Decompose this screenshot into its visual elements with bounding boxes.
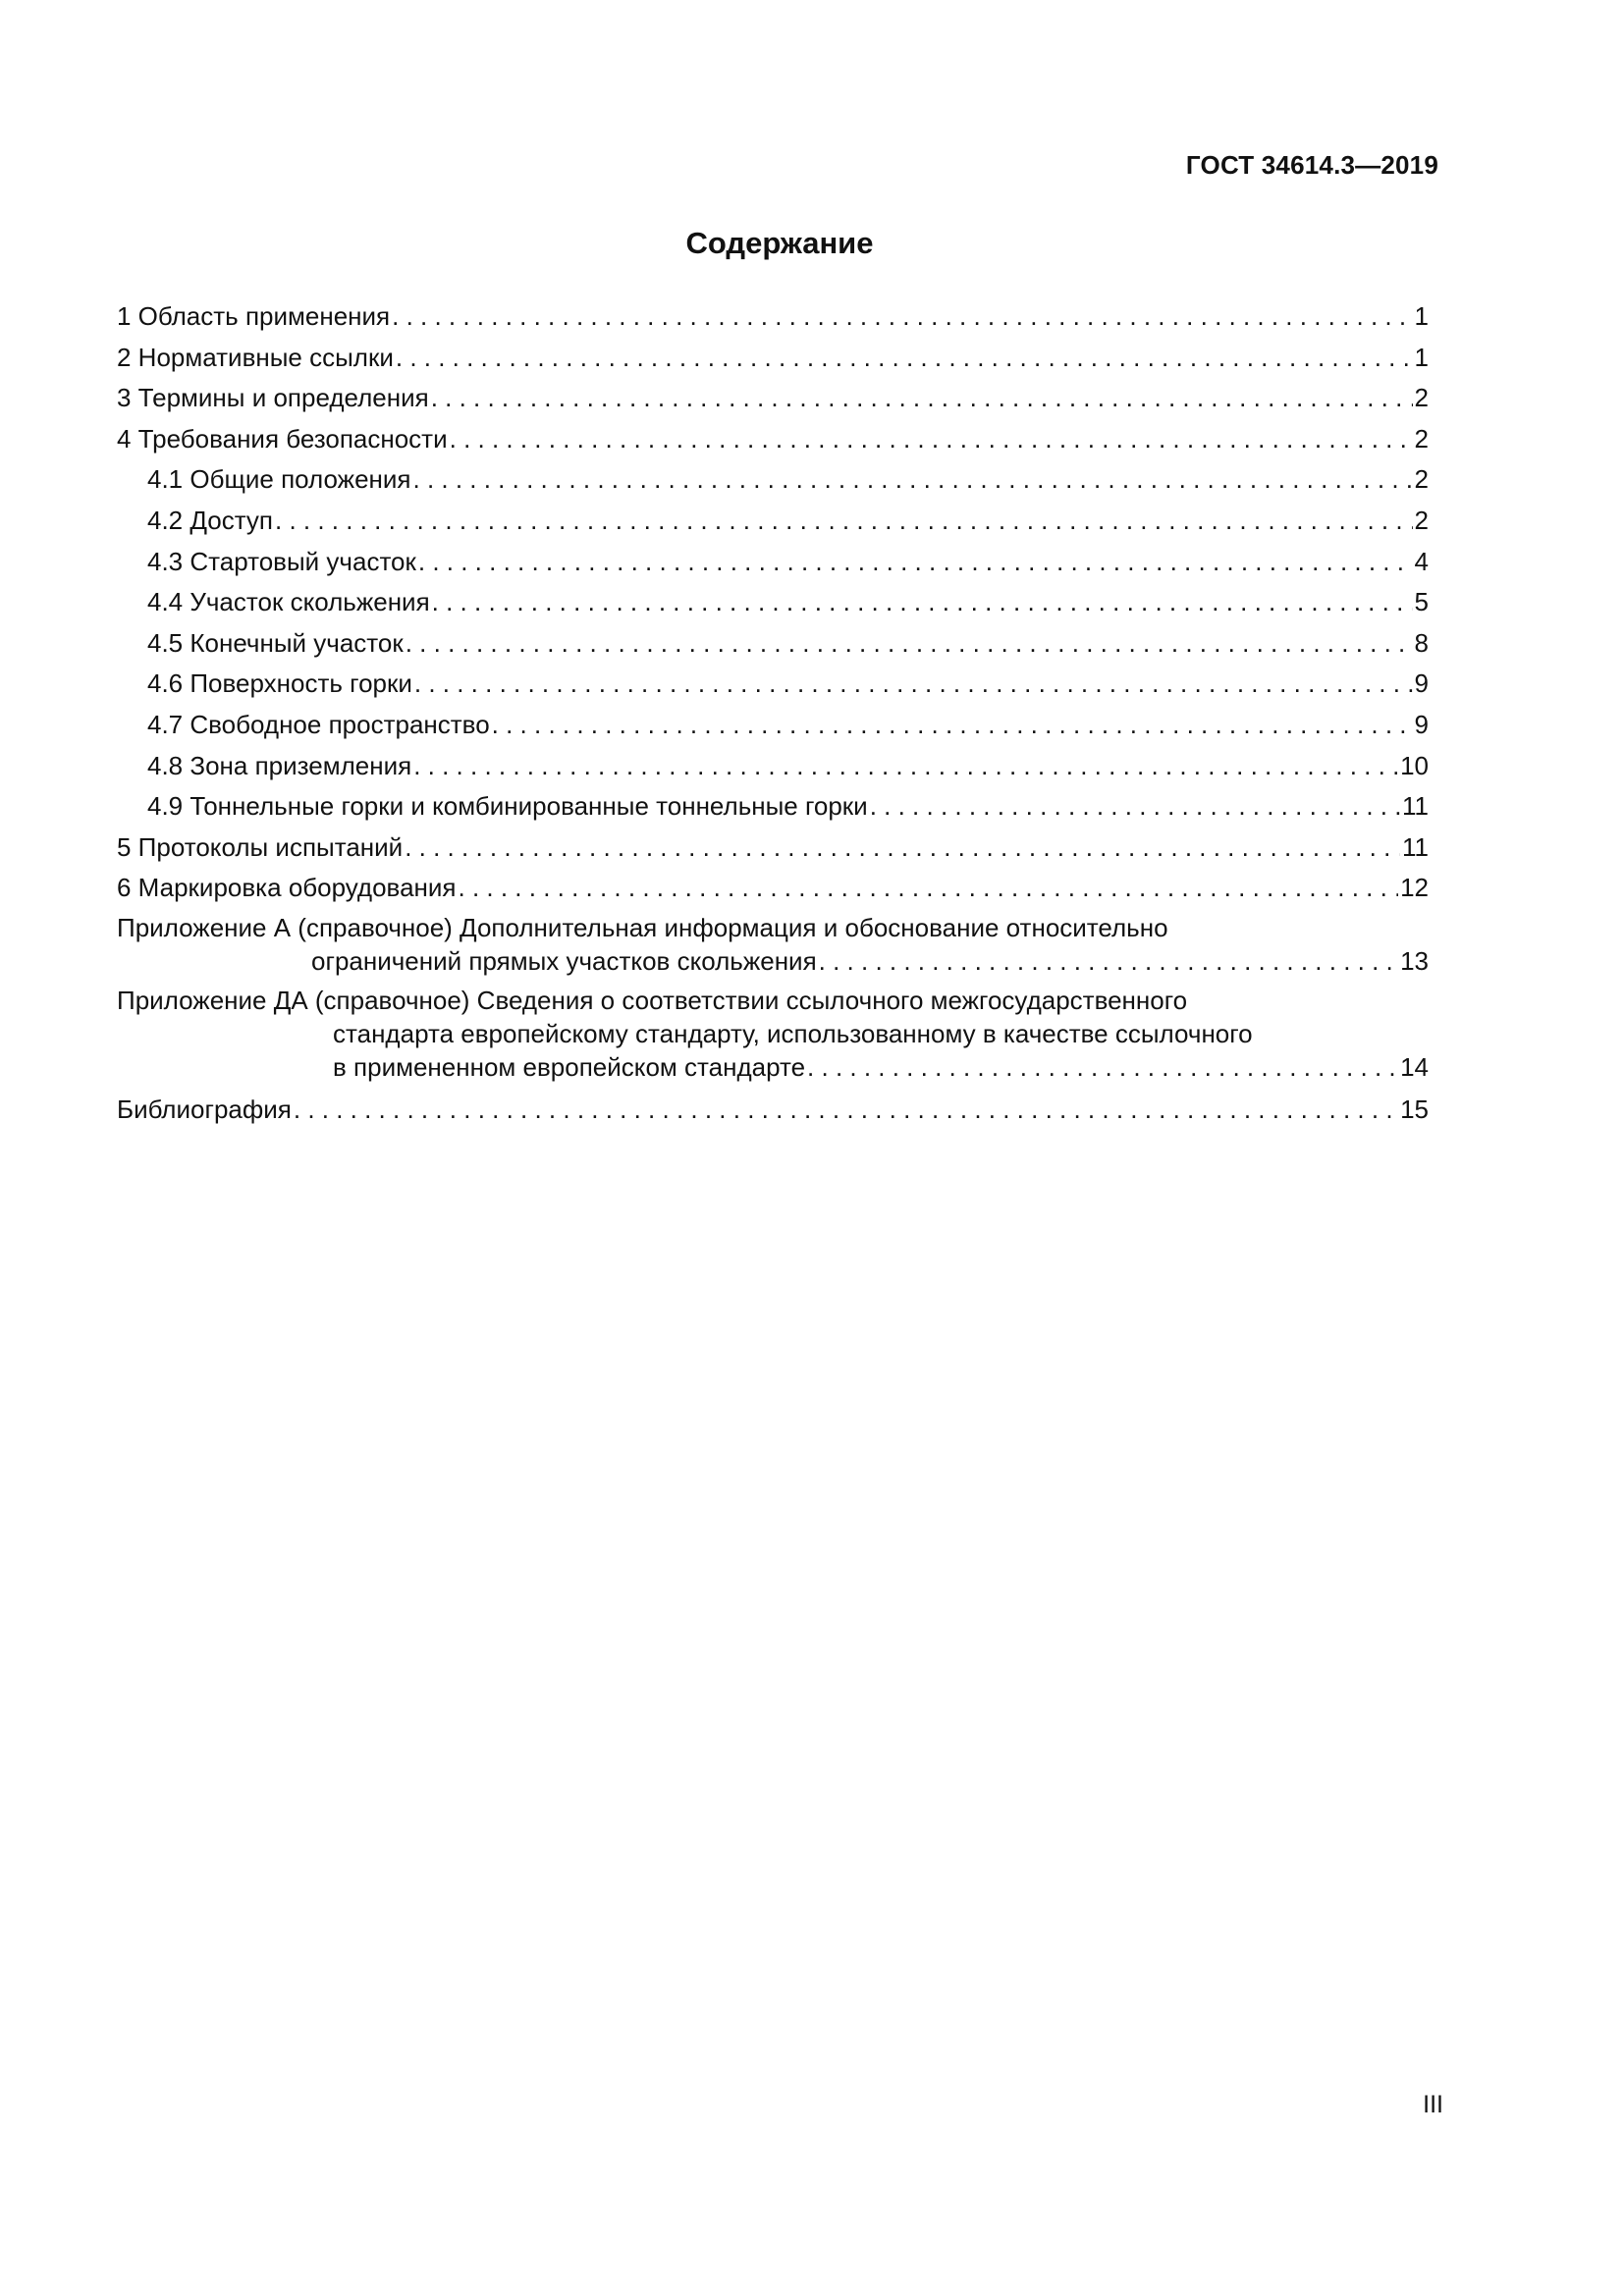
toc-entry-page: 10: [1400, 750, 1429, 780]
toc-entry-appendix-da[interactable]: [117, 984, 1429, 1084]
dot-leader: [450, 419, 1413, 458]
toc-entry-label: 2 Нормативные ссылки: [117, 342, 394, 372]
toc-entry-4-8[interactable]: [117, 746, 1429, 787]
appendix-a-last-line: [117, 944, 1429, 978]
toc-entry-3[interactable]: [117, 378, 1429, 419]
dot-leader: [405, 828, 1400, 867]
toc-entry-label: 4.6 Поверхность горки: [147, 668, 412, 699]
toc-entry-label: 4.4 Участок скольжения: [147, 587, 430, 617]
appendix-da-last-line: [117, 1050, 1429, 1084]
toc-entry-4-7[interactable]: [117, 705, 1429, 746]
toc-entry-page: 13: [1400, 945, 1429, 976]
toc-entry-label: 5 Протоколы испытаний: [117, 831, 404, 862]
toc-entry-page: 2: [1414, 423, 1429, 454]
toc-entry-5[interactable]: [117, 828, 1429, 869]
dot-leader: [819, 944, 1398, 978]
toc-entry-page: 14: [1400, 1051, 1429, 1082]
dot-leader: [418, 542, 1413, 581]
dot-leader: [807, 1050, 1398, 1084]
dot-leader: [432, 582, 1413, 621]
toc-entry-label: 4.9 Тоннельные горки и комбинированные тоннельные горки: [147, 791, 868, 822]
dot-leader: [492, 705, 1413, 744]
toc-entry-4-2[interactable]: [117, 501, 1429, 542]
appendix-da-line-1: Приложение ДА (справочное) Сведения о соответствии ссылочного межгосударственного: [117, 985, 1188, 1015]
toc-entry-page: 1: [1414, 301, 1429, 331]
toc-entry-appendix-a[interactable]: [117, 911, 1429, 978]
dot-leader: [392, 296, 1412, 336]
toc-entry-4-5[interactable]: [117, 623, 1429, 665]
toc-entry-page: 9: [1414, 668, 1429, 699]
dot-leader: [406, 623, 1413, 663]
toc-entry-label: 3 Термины и определения: [117, 383, 429, 413]
appendix-da-line-3: в примененном европейском стандарте: [333, 1051, 806, 1082]
toc-entry-page: 8: [1414, 627, 1429, 658]
toc-entry-4-1[interactable]: [117, 459, 1429, 501]
dot-leader: [413, 746, 1398, 785]
toc-entry-label: 4 Требования безопасности: [117, 423, 448, 454]
dot-leader: [294, 1090, 1398, 1129]
dot-leader: [275, 501, 1413, 540]
dot-leader: [396, 338, 1413, 377]
toc-entry-4-9[interactable]: [117, 786, 1429, 828]
toc-entry-bibliography[interactable]: [117, 1090, 1429, 1131]
toc-entry-label: 1 Область применения: [117, 301, 391, 331]
toc-entry-page: 2: [1414, 464, 1429, 495]
dot-leader: [413, 459, 1413, 499]
toc-entry-label: 4.3 Стартовый участок: [147, 546, 416, 576]
toc-entry-1[interactable]: [117, 296, 1429, 338]
toc-entry-page: 2: [1414, 383, 1429, 413]
appendix-a-line-1: Приложение А (справочное) Дополнительная информация и обоснование относительно: [117, 912, 1168, 942]
dot-leader: [459, 868, 1399, 907]
dot-leader: [431, 378, 1413, 417]
toc-entry-4-4[interactable]: [117, 582, 1429, 623]
page-title: Содержание: [685, 226, 874, 260]
toc-entry-label: 6 Маркировка оборудования: [117, 873, 457, 903]
toc-entry-page: 5: [1414, 587, 1429, 617]
toc-entry-label: 4.2 Доступ: [147, 505, 274, 535]
toc-entry-page: 15: [1400, 1094, 1429, 1124]
standard-code: ГОСТ 34614.3—2019: [1185, 150, 1438, 180]
toc-entry-4-6[interactable]: [117, 664, 1429, 705]
toc-entry-label: 4.1 Общие положения: [147, 464, 411, 495]
toc-entry-page: 11: [1402, 831, 1429, 862]
toc-entry-label: 4.7 Свободное пространство: [147, 709, 490, 739]
toc-entry-page: 12: [1400, 873, 1429, 903]
toc-entry-4[interactable]: [117, 419, 1429, 460]
toc-entry-label: 4.5 Конечный участок: [147, 627, 404, 658]
dot-leader: [870, 786, 1400, 826]
toc-entry-page: 2: [1414, 505, 1429, 535]
toc-entry-page: 4: [1414, 546, 1429, 576]
dot-leader: [414, 664, 1413, 703]
toc-entry-4-3[interactable]: [117, 542, 1429, 583]
appendix-da-line-2: стандарта европейскому стандарту, использованному в качестве ссылочного: [333, 1018, 1253, 1048]
toc-entry-2[interactable]: [117, 338, 1429, 379]
toc-entry-label: 4.8 Зона приземления: [147, 750, 412, 780]
toc-entry-6[interactable]: [117, 868, 1429, 909]
toc-entry-page: 1: [1414, 342, 1429, 372]
toc-entry-page: 11: [1402, 791, 1429, 822]
toc-entry-page: 9: [1414, 709, 1429, 739]
table-of-contents: [117, 296, 1429, 1131]
page-number: III: [1423, 2091, 1443, 2118]
appendix-a-line-2: ограничений прямых участков скольжения: [311, 945, 817, 976]
toc-entry-label: Библиография: [117, 1094, 292, 1124]
